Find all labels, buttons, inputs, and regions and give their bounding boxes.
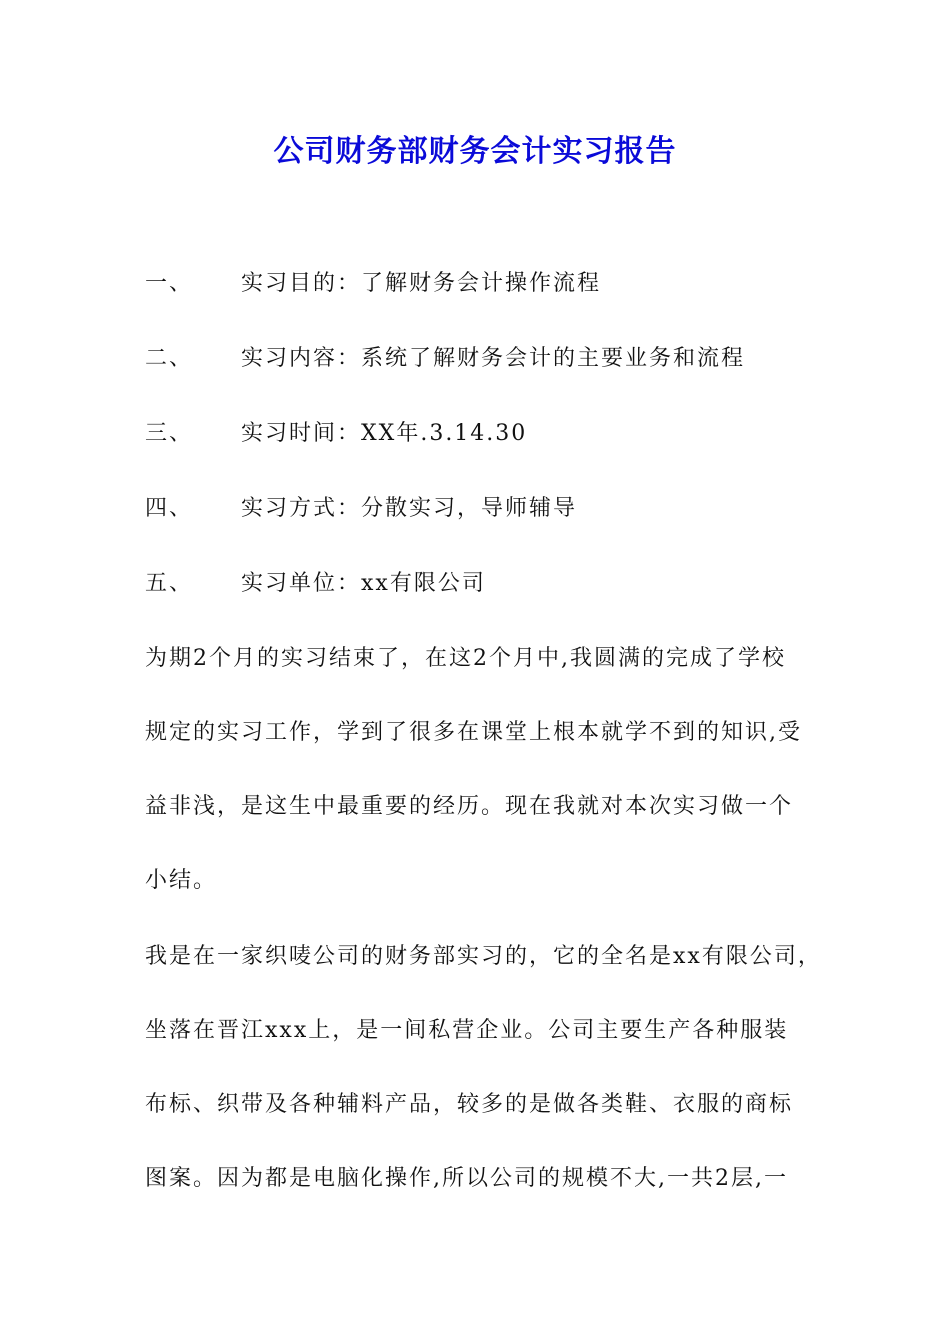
section-text: 实习单位：xx有限公司	[241, 571, 486, 596]
section-item-3	[145, 418, 527, 450]
paragraph-line: 规定的实习工作，学到了很多在课堂上根本就学不到的知识,受	[145, 720, 802, 745]
paragraph-line: 我是在一家织唛公司的财务部实习的，它的全名是xx有限公司，	[145, 944, 822, 969]
paragraph-line: 图案。因为都是电脑化操作,所以公司的规模不大,一共2层,一	[145, 1166, 788, 1191]
paragraph-line: 小结。	[145, 868, 218, 893]
section-number: 五、	[145, 571, 194, 596]
paragraph-line: 布标、织带及各种辅料产品，较多的是做各类鞋、衣服的商标	[145, 1092, 794, 1117]
section-number: 一、	[145, 271, 194, 296]
section-item-1	[145, 268, 601, 300]
section-number: 四、	[145, 496, 194, 521]
paragraph-line: 为期2个月的实习结束了，在这2个月中,我圆满的完成了学校	[145, 646, 786, 671]
section-number: 三、	[145, 421, 194, 446]
section-item-4	[145, 493, 577, 525]
paragraph-line: 坐落在晋江xxx上，是一间私营企业。公司主要生产各种服装	[145, 1018, 789, 1043]
paragraph-line: 益非浅，是这生中最重要的经历。现在我就对本次实习做一个	[145, 794, 794, 819]
section-number: 二、	[145, 346, 194, 371]
section-text: 实习方式：分散实习，导师辅导	[241, 496, 578, 521]
paragraph-2	[145, 941, 822, 1237]
section-text: 实习目的：了解财务会计操作流程	[241, 271, 602, 296]
section-item-2	[145, 343, 745, 375]
document-title: 公司财务部财务会计实习报告	[273, 134, 677, 169]
section-text: 实习内容：系统了解财务会计的主要业务和流程	[241, 346, 746, 371]
paragraph-1	[145, 643, 815, 939]
section-item-5	[145, 568, 486, 600]
section-text: 实习时间：XX年.3.14.30	[241, 421, 528, 446]
